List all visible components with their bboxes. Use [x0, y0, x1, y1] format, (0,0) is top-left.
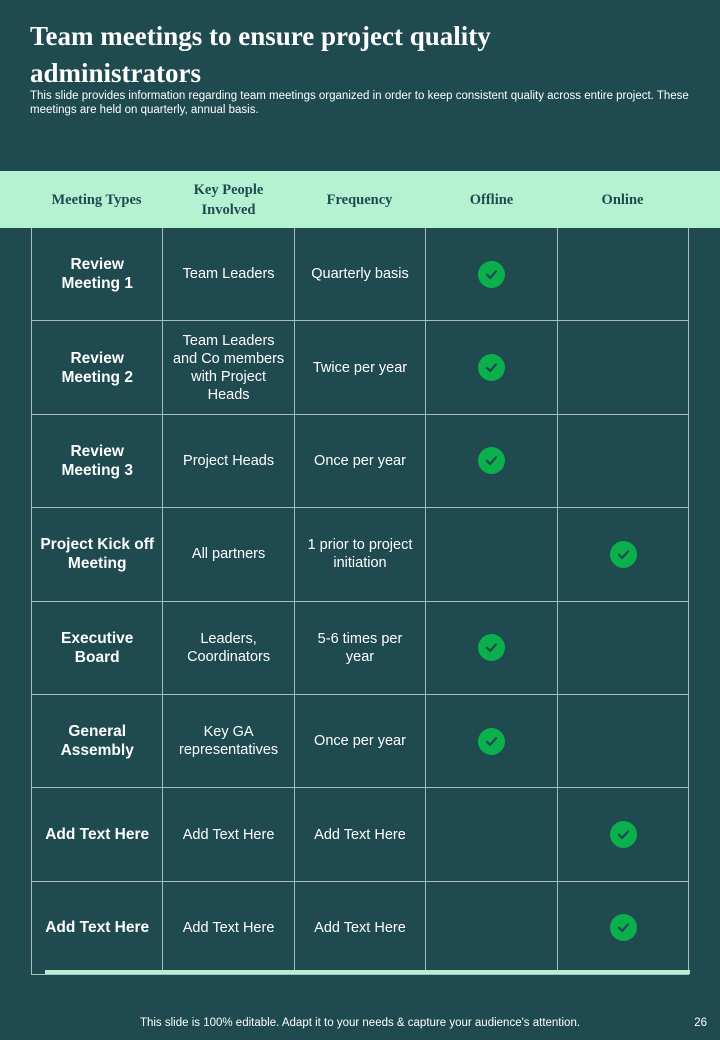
header-frequency: Frequency — [326, 191, 393, 208]
meeting-type-cell-text: General Assembly — [60, 723, 134, 760]
check-circle-icon — [478, 447, 505, 474]
key-people-cell — [163, 228, 294, 320]
meeting-type-cell-text: Add Text Here — [45, 826, 150, 844]
frequency-cell-text: Add Text Here — [314, 919, 406, 936]
meeting-type-cell-text: Executive Board — [61, 629, 134, 666]
meeting-type-cell — [32, 882, 163, 974]
frequency-cell — [295, 321, 426, 413]
frequency-cell — [295, 228, 426, 320]
key-people-cell — [163, 788, 294, 880]
key-people-cell — [163, 695, 294, 787]
meeting-type-cell-text: Review Meeting 2 — [61, 349, 133, 386]
frequency-cell — [295, 882, 426, 974]
online-cell — [558, 882, 689, 974]
table-header — [0, 171, 720, 228]
meeting-type-cell — [32, 321, 163, 413]
header-key-people: Key People Involved — [193, 181, 264, 218]
meeting-type-cell — [32, 788, 163, 880]
offline-cell — [426, 321, 557, 413]
online-cell — [558, 321, 689, 413]
frequency-cell — [295, 602, 426, 694]
key-people-cell — [163, 321, 294, 413]
frequency-cell-text: 1 prior to project initiation — [307, 537, 413, 572]
meeting-type-cell-text: Review Meeting 1 — [61, 256, 133, 293]
key-people-cell-text: Key GA representatives — [179, 724, 279, 759]
table-row — [32, 882, 688, 975]
key-people-cell-text: Project Heads — [183, 452, 275, 469]
online-cell — [558, 415, 689, 507]
frequency-cell-text: Once per year — [314, 733, 406, 750]
offline-cell — [426, 508, 557, 600]
offline-cell — [426, 228, 557, 320]
check-circle-icon — [478, 634, 505, 661]
key-people-cell-text: Add Text Here — [182, 919, 275, 936]
key-people-cell — [163, 415, 294, 507]
frequency-cell-text: Once per year — [314, 452, 406, 469]
meeting-type-cell — [32, 602, 163, 694]
table-row — [32, 321, 688, 414]
offline-cell — [426, 695, 557, 787]
frequency-cell-text: Add Text Here — [314, 826, 406, 843]
meeting-type-cell-text: Add Text Here — [45, 919, 150, 937]
check-circle-icon — [478, 354, 505, 381]
key-people-cell — [163, 508, 294, 600]
key-people-cell-text: All partners — [191, 546, 266, 563]
key-people-cell-text: Leaders, Coordinators — [187, 630, 271, 665]
header-offline: Offline — [469, 191, 514, 208]
frequency-cell-text: 5-6 times per year — [317, 630, 403, 665]
table-row — [32, 788, 688, 881]
offline-cell — [426, 788, 557, 880]
footer-note: This slide is 100% editable. Adapt it to your needs & capture your audience's attention. — [139, 1017, 581, 1029]
header-online: Online — [601, 191, 644, 208]
frequency-cell — [295, 415, 426, 507]
meetings-table — [31, 228, 689, 975]
header-meeting-types: Meeting Types — [51, 191, 142, 208]
check-circle-icon — [478, 728, 505, 755]
offline-cell — [426, 415, 557, 507]
slide-subtitle: This slide provides information regarding team meetings organized in order to keep consistent quality across entire project. These meetings are held on quarterly, annual basis. — [30, 90, 689, 116]
table-row — [32, 602, 688, 695]
online-cell — [558, 788, 689, 880]
page-number: 26 — [694, 1017, 707, 1029]
frequency-cell-text: Quarterly basis — [311, 266, 409, 283]
key-people-cell-text: Team Leaders — [182, 266, 275, 283]
key-people-cell — [163, 602, 294, 694]
online-cell — [558, 695, 689, 787]
check-circle-icon — [610, 914, 637, 941]
key-people-cell — [163, 882, 294, 974]
frequency-cell — [295, 695, 426, 787]
offline-cell — [426, 882, 557, 974]
online-cell — [558, 228, 689, 320]
check-circle-icon — [610, 541, 637, 568]
meeting-type-cell — [32, 228, 163, 320]
meeting-type-cell — [32, 695, 163, 787]
table-row — [32, 508, 688, 601]
frequency-cell — [295, 788, 426, 880]
frequency-cell — [295, 508, 426, 600]
meeting-type-cell — [32, 508, 163, 600]
key-people-cell-text: Add Text Here — [182, 826, 275, 843]
meeting-type-cell-text: Project Kick off Meeting — [40, 536, 155, 573]
table-row — [32, 695, 688, 788]
slide-title: Team meetings to ensure project quality administrators — [30, 21, 491, 88]
meeting-type-cell — [32, 415, 163, 507]
frequency-cell-text: Twice per year — [312, 359, 408, 376]
key-people-cell-text: Team Leaders and Co members with Project Heads — [172, 332, 285, 403]
table-bottom-accent — [45, 970, 690, 974]
meeting-type-cell-text: Review Meeting 3 — [61, 442, 133, 479]
check-circle-icon — [478, 261, 505, 288]
check-circle-icon — [610, 821, 637, 848]
online-cell — [558, 508, 689, 600]
table-row — [32, 228, 688, 321]
table-row — [32, 415, 688, 508]
offline-cell — [426, 602, 557, 694]
online-cell — [558, 602, 689, 694]
